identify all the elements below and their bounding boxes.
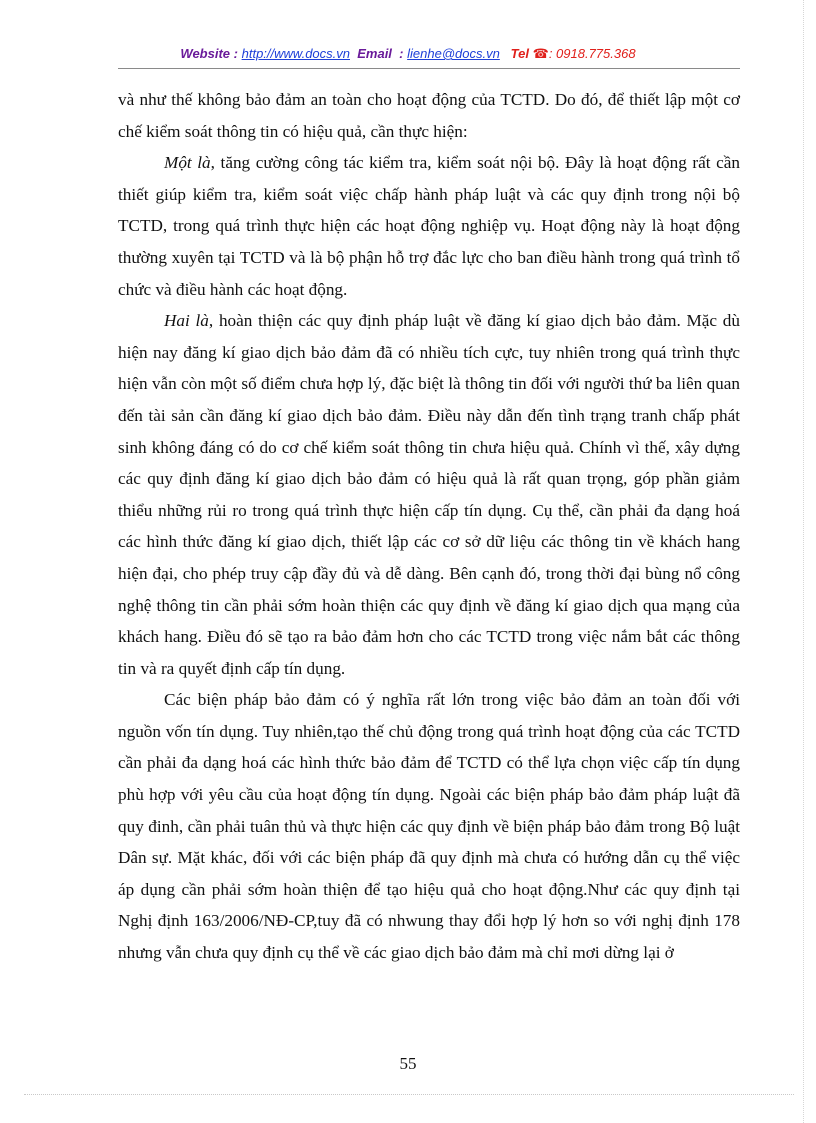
tel-label: Tel xyxy=(510,46,529,61)
website-label: Website : xyxy=(180,46,238,61)
email-label: Email xyxy=(357,46,392,61)
paragraph-1 xyxy=(118,84,740,147)
website-link[interactable]: http://www.docs.vn xyxy=(241,46,350,61)
phone-number: : 0918.775.368 xyxy=(548,46,636,61)
paragraph-4-text: Các biện pháp bảo đảm có ý nghĩa rất lớn trong việc bảo đảm an toàn đối với nguồn vốn tín dụng. Tuy nhiên,tạo thế chủ động trong quá trình hoạt động của các TCTD cần phải đa dạng hoá các hình thức bảo đảm để TCTD có thể lựa chọn việc cấp tín dụng phù hợp với yêu cầu của hoạt động tín dụng. Ngoài các biện pháp bảo đảm pháp luật đã quy đinh, cần phải tuân thủ và thực hiện các quy định về biện pháp bảo đảm trong Bộ luật Dân sự. Mặt khác, đối với các biện pháp đã quy định mà chưa có hướng dẫn cụ thể việc áp dụng cần phải sớm hoàn thiện để tạo hiệu quả cho hoạt động.Như các quy định tại Nghị định 163/2006/NĐ-CP,tuy đã có nhwung thay đổi hợp lý hơn so với nghị định 178 nhưng vẫn chưa quy định cụ thể về các giao dịch bảo đảm mà chỉ mơi dừng lại ở xyxy=(118,690,740,963)
page-bottom-border xyxy=(24,1094,794,1095)
header-divider xyxy=(118,68,740,69)
document-body xyxy=(118,84,740,969)
email-link[interactable]: lienhe@docs.vn xyxy=(407,46,500,61)
email-separator: : xyxy=(399,46,404,61)
phone-icon: ☎ xyxy=(532,46,549,61)
paragraph-2-text: , tăng cường công tác kiểm tra, kiểm soát nội bộ. Đây là hoạt động rất cần thiết giúp kiểm tra, kiểm soát việc chấp hành pháp luật và các quy định trong nội bộ TCTD, trong quá trình thực hiện các hoạt động nghiệp vụ. Hoạt động này là hoạt động thường xuyên tại TCTD và là bộ phận hỗ trợ đắc lực cho ban điều hành trong quá trình tổ chức và điều hành các hoạt động. xyxy=(118,153,740,299)
page-number: 55 xyxy=(399,1054,417,1073)
paragraph-4 xyxy=(118,684,740,968)
paragraph-3-lead: Hai là xyxy=(164,311,209,331)
paragraph-1-text: và như thế không bảo đảm an toàn cho hoạt động của TCTD. Do đó, để thiết lập một cơ chế kiểm soát thông tin có hiệu quả, cần thực hiện: xyxy=(118,90,740,141)
paragraph-2-lead: Một là xyxy=(164,153,211,173)
page-header xyxy=(0,46,816,62)
page-side-border xyxy=(803,0,804,1123)
paragraph-2 xyxy=(118,147,740,305)
paragraph-3-text: , hoàn thiện các quy định pháp luật về đăng kí giao dịch bảo đảm. Mặc dù hiện nay đăng kí giao dịch bảo đảm đã có nhiều tích cực, tuy nhiên trong quá trình thực hiện vẫn còn một số điểm chưa hợp lý, đặc biệt là thông tin đối với người thứ ba liên quan đến tài sản cần đăng kí giao dịch bảo đảm. Điều này dẫn đến tình trạng tranh chấp phát sinh không đáng có do cơ chế kiểm soát thông tin chưa hiệu quả. Chính vì thế, xây dựng các quy định đăng kí giao dịch bảo đảm có hiệu quả là rất quan trọng, góp phần giảm thiểu những rủi ro trong quá trình thực hiện cấp tín dụng. Cụ thể, cần phải đa dạng hoá các hình thức đăng kí giao dịch, thiết lập các cơ sở dữ liệu các thông tin về khách hang hiện đại, cho phép truy cập đầy đủ và dễ dàng. Bên cạnh đó, trong thời đại bùng nổ công nghệ thông tin cần phải sớm hoàn thiện các quy định về đăng kí giao dịch qua mạng của khách hang. Điều đó sẽ tạo ra bảo đảm hơn cho các TCTD trong việc nắm bắt các thông tin và ra quyết định cấp tín dụng. xyxy=(118,311,740,678)
paragraph-3 xyxy=(118,305,740,684)
